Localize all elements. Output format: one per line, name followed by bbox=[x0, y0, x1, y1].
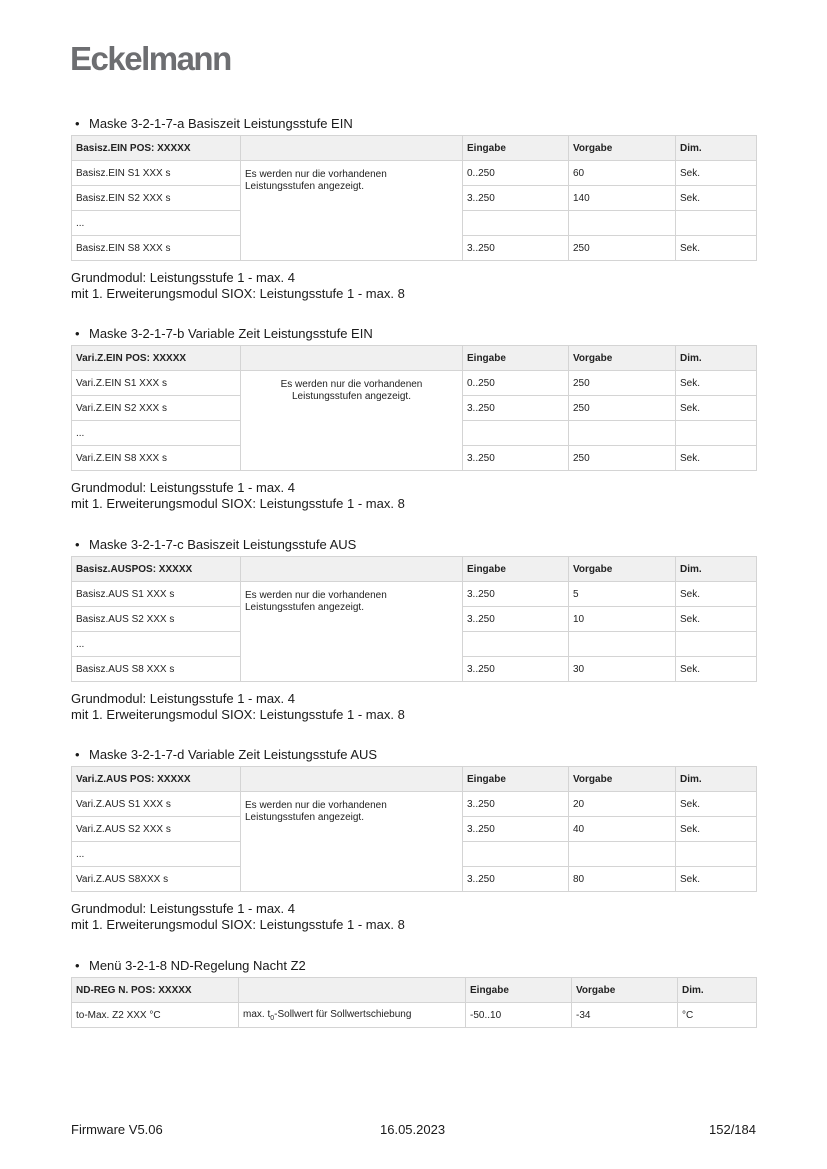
description-cell: max. $t_0$-Sollwert für Sollwertschiebung bbox=[239, 1003, 466, 1028]
vorgabe-cell: 250 bbox=[569, 371, 676, 396]
table-header-row bbox=[72, 767, 757, 792]
vorgabe-cell bbox=[569, 421, 676, 446]
section-note: Grundmodul: Leistungsstufe 1 - max. 4 mit 1. Erweiterungsmodul SIOX: Leistungsstufe 1 - max. 8 bbox=[71, 480, 405, 511]
section-mask-b bbox=[71, 325, 756, 512]
header-cell bbox=[239, 978, 466, 1003]
dim-cell: Sek. bbox=[676, 396, 757, 421]
header-cell: Vorgabe bbox=[569, 136, 676, 161]
header-cell: Vari.Z.AUS POS: XXXXX bbox=[72, 767, 241, 792]
vorgabe-cell: 20 bbox=[569, 792, 676, 817]
section-note: Grundmodul: Leistungsstufe 1 - max. 4 mit 1. Erweiterungsmodul SIOX: Leistungsstufe 1 - max. 8 bbox=[71, 270, 405, 301]
eingabe-cell bbox=[463, 842, 569, 867]
dim-cell: Sek. bbox=[676, 446, 757, 471]
dim-cell: Sek. bbox=[676, 236, 757, 261]
description-cell: Es werden nur die vorhandenen Leistungsstufen angezeigt. bbox=[241, 792, 463, 892]
dim-cell: Sek. bbox=[676, 792, 757, 817]
param-label: Basisz.AUS S2 XXX s bbox=[72, 607, 241, 632]
eingabe-cell: 3..250 bbox=[463, 396, 569, 421]
eingabe-cell: 3..250 bbox=[463, 236, 569, 261]
table-row bbox=[72, 161, 757, 186]
eingabe-cell: 3..250 bbox=[463, 446, 569, 471]
section-title: • Maske 3-2-1-7-b Variable Zeit Leistungsstufe EIN bbox=[75, 326, 373, 341]
eingabe-cell: -50..10 bbox=[466, 1003, 572, 1028]
vorgabe-cell bbox=[569, 211, 676, 236]
header-cell: Eingabe bbox=[463, 346, 569, 371]
section-menu-nd-regelung bbox=[71, 957, 756, 1028]
table-row bbox=[72, 582, 757, 607]
section-title: • Menü 3-2-1-8 ND-Regelung Nacht Z2 bbox=[75, 958, 306, 973]
dim-cell: Sek. bbox=[676, 657, 757, 682]
param-label: ... bbox=[72, 842, 241, 867]
parameter-table bbox=[71, 345, 757, 471]
param-label: Vari.Z.EIN S2 XXX s bbox=[72, 396, 241, 421]
param-label: Vari.Z.EIN S8 XXX s bbox=[72, 446, 241, 471]
header-cell: Dim. bbox=[678, 978, 757, 1003]
param-label: Vari.Z.AUS S8XXX s bbox=[72, 867, 241, 892]
vorgabe-cell: 250 bbox=[569, 396, 676, 421]
vorgabe-cell: 250 bbox=[569, 236, 676, 261]
vorgabe-cell: 10 bbox=[569, 607, 676, 632]
footer-date: 16.05.2023 bbox=[380, 1122, 446, 1137]
dim-cell: °C bbox=[678, 1003, 757, 1028]
bullet-icon: • bbox=[75, 116, 80, 131]
header-cell: Dim. bbox=[676, 136, 757, 161]
footer-firmware: Firmware V5.06 bbox=[71, 1122, 163, 1137]
param-label: Basisz.EIN S8 XXX s bbox=[72, 236, 241, 261]
description-cell: Es werden nur die vorhandenen Leistungsstufen angezeigt. bbox=[241, 371, 463, 471]
header-cell: Eingabe bbox=[463, 767, 569, 792]
brand-logo: Eckelmann bbox=[70, 40, 231, 77]
param-label: to-Max. Z2 XXX °C bbox=[72, 1003, 239, 1028]
eingabe-cell bbox=[463, 211, 569, 236]
header-cell bbox=[241, 136, 463, 161]
parameter-table bbox=[71, 766, 757, 892]
header-cell: Basisz.AUSPOS: XXXXX bbox=[72, 557, 241, 582]
header-cell: Dim. bbox=[676, 767, 757, 792]
bullet-icon: • bbox=[75, 747, 80, 762]
header-cell: Vari.Z.EIN POS: XXXXX bbox=[72, 346, 241, 371]
table-row bbox=[72, 371, 757, 396]
description-cell: Es werden nur die vorhandenen Leistungsstufen angezeigt. bbox=[241, 161, 463, 261]
header-cell: Eingabe bbox=[463, 557, 569, 582]
eingabe-cell: 3..250 bbox=[463, 817, 569, 842]
dim-cell bbox=[676, 632, 757, 657]
vorgabe-cell: -34 bbox=[572, 1003, 678, 1028]
param-label: ... bbox=[72, 421, 241, 446]
header-cell: Vorgabe bbox=[569, 767, 676, 792]
header-cell bbox=[241, 346, 463, 371]
parameter-table bbox=[71, 556, 757, 682]
dim-cell bbox=[676, 421, 757, 446]
section-title: • Maske 3-2-1-7-a Basiszeit Leistungsstufe EIN bbox=[75, 116, 353, 131]
param-label: Basisz.AUS S1 XXX s bbox=[72, 582, 241, 607]
footer-page-number: 152/184 bbox=[709, 1122, 756, 1137]
eingabe-cell: 3..250 bbox=[463, 792, 569, 817]
param-label: Basisz.EIN S2 XXX s bbox=[72, 186, 241, 211]
header-cell: Dim. bbox=[676, 557, 757, 582]
dim-cell: Sek. bbox=[676, 371, 757, 396]
table-header-row bbox=[72, 978, 757, 1003]
eingabe-cell: 3..250 bbox=[463, 657, 569, 682]
vorgabe-cell bbox=[569, 632, 676, 657]
dim-cell: Sek. bbox=[676, 582, 757, 607]
eingabe-cell bbox=[463, 421, 569, 446]
vorgabe-cell: 40 bbox=[569, 817, 676, 842]
dim-cell bbox=[676, 211, 757, 236]
param-label: Basisz.AUS S8 XXX s bbox=[72, 657, 241, 682]
dim-cell: Sek. bbox=[676, 161, 757, 186]
parameter-table bbox=[71, 977, 757, 1028]
section-title: • Maske 3-2-1-7-d Variable Zeit Leistungsstufe AUS bbox=[75, 747, 378, 762]
param-label: ... bbox=[72, 632, 241, 657]
header-cell: Dim. bbox=[676, 346, 757, 371]
table-header-row bbox=[72, 346, 757, 371]
header-cell: ND-REG N. POS: XXXXX bbox=[72, 978, 239, 1003]
section-mask-c bbox=[71, 536, 756, 723]
header-cell: Eingabe bbox=[463, 136, 569, 161]
param-label: Vari.Z.AUS S1 XXX s bbox=[72, 792, 241, 817]
section-note: Grundmodul: Leistungsstufe 1 - max. 4 mit 1. Erweiterungsmodul SIOX: Leistungsstufe 1 - max. 8 bbox=[71, 901, 405, 932]
dim-cell: Sek. bbox=[676, 867, 757, 892]
parameter-table bbox=[71, 135, 757, 261]
param-label: Basisz.EIN S1 XXX s bbox=[72, 161, 241, 186]
table-header-row bbox=[72, 136, 757, 161]
vorgabe-cell: 5 bbox=[569, 582, 676, 607]
section-mask-d bbox=[71, 746, 756, 933]
eingabe-cell bbox=[463, 632, 569, 657]
header-cell bbox=[241, 767, 463, 792]
eingabe-cell: 3..250 bbox=[463, 186, 569, 211]
eingabe-cell: 3..250 bbox=[463, 867, 569, 892]
dim-cell bbox=[676, 842, 757, 867]
section-mask-a bbox=[71, 115, 756, 302]
table-header-row bbox=[72, 557, 757, 582]
dim-cell: Sek. bbox=[676, 817, 757, 842]
vorgabe-cell: 30 bbox=[569, 657, 676, 682]
vorgabe-cell: 140 bbox=[569, 186, 676, 211]
bullet-icon: • bbox=[75, 326, 80, 341]
table-row bbox=[72, 1003, 757, 1028]
header-cell: Vorgabe bbox=[572, 978, 678, 1003]
section-note: Grundmodul: Leistungsstufe 1 - max. 4 mit 1. Erweiterungsmodul SIOX: Leistungsstufe 1 - max. 8 bbox=[71, 691, 405, 722]
table-row bbox=[72, 792, 757, 817]
eingabe-cell: 3..250 bbox=[463, 607, 569, 632]
dim-cell: Sek. bbox=[676, 186, 757, 211]
param-label: ... bbox=[72, 211, 241, 236]
param-label: Vari.Z.AUS S2 XXX s bbox=[72, 817, 241, 842]
description-cell: Es werden nur die vorhandenen Leistungsstufen angezeigt. bbox=[241, 582, 463, 682]
vorgabe-cell bbox=[569, 842, 676, 867]
header-cell bbox=[241, 557, 463, 582]
eingabe-cell: 3..250 bbox=[463, 582, 569, 607]
vorgabe-cell: 80 bbox=[569, 867, 676, 892]
header-cell: Vorgabe bbox=[569, 346, 676, 371]
bullet-icon: • bbox=[75, 958, 80, 973]
section-title: • Maske 3-2-1-7-c Basiszeit Leistungsstufe AUS bbox=[75, 537, 357, 552]
vorgabe-cell: 250 bbox=[569, 446, 676, 471]
dim-cell: Sek. bbox=[676, 607, 757, 632]
bullet-icon: • bbox=[75, 537, 80, 552]
header-cell: Eingabe bbox=[466, 978, 572, 1003]
param-label: Vari.Z.EIN S1 XXX s bbox=[72, 371, 241, 396]
vorgabe-cell: 60 bbox=[569, 161, 676, 186]
eingabe-cell: 0..250 bbox=[463, 371, 569, 396]
header-cell: Basisz.EIN POS: XXXXX bbox=[72, 136, 241, 161]
header-cell: Vorgabe bbox=[569, 557, 676, 582]
eingabe-cell: 0..250 bbox=[463, 161, 569, 186]
